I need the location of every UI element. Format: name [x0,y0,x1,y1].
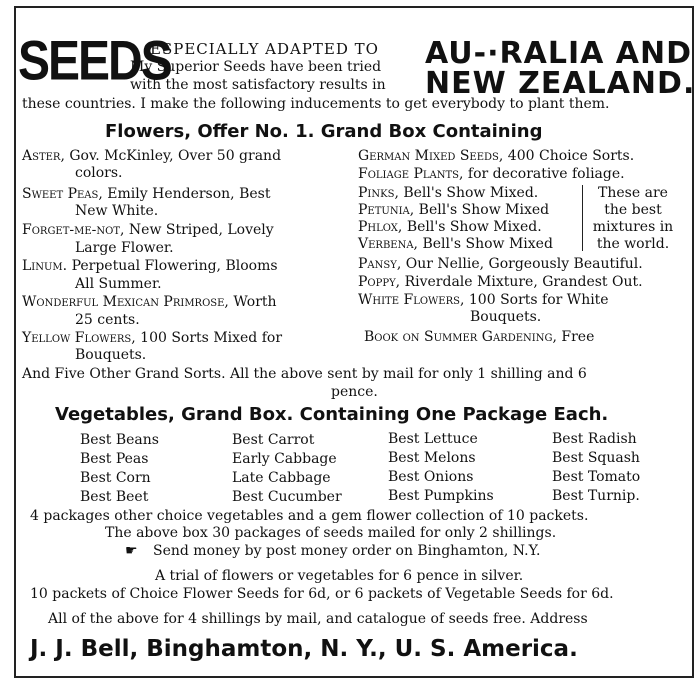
bottom-rule [14,676,694,678]
veg-line-6: All of the above for 4 shillings by mail, and catalogue of seeds free. Address [48,611,588,627]
header-line-3: with the most satisfactory results in [130,77,386,93]
adapted-to-text: ESPECIALLY ADAPTED TO [150,40,379,58]
flower-item-verbena: Verbena, Bell's Show Mixed [358,236,553,252]
veg-line-3: ☛ Send money by post money order on Binghamton, N.Y. [125,543,541,559]
veg-line-1: 4 packages other choice vegetables and a gem flower collection of 10 packets. [30,508,589,524]
flower-item-aster-cont: colors. [75,165,123,181]
veg-line-5: 10 packets of Choice Flower Seeds for 6d, or 6 packets of Vegetable Seeds for 6d. [30,586,614,602]
veg-peas: Best Peas [80,451,149,467]
flower-item-book: Book on Summer Gardening, Free [364,329,595,345]
veg-squash: Best Squash [552,450,640,466]
veg-melons: Best Melons [388,450,476,466]
flower-item-aster: Aster, Gov. McKinley, Over 50 grand [22,148,282,164]
veg-onions: Best Onions [388,469,474,485]
veg-turnip: Best Turnip. [552,488,640,504]
top-rule [14,6,694,8]
group-note-3: mixtures in [592,219,674,235]
flower-item-yellow-flowers-cont: Bouquets. [75,347,147,363]
veg-late-cabbage: Late Cabbage [232,470,331,486]
pointing-hand-icon: ☛ [125,543,138,559]
veg-beet: Best Beet [80,489,149,505]
group-note-4: the world. [596,236,670,252]
group-note-1: These are [598,185,668,201]
veg-tomato: Best Tomato [552,469,641,485]
flower-item-sweet-peas-cont: New White. [75,203,159,219]
flower-item-linum: Linum. Perpetual Flowering, Blooms [22,258,278,274]
veg-corn: Best Corn [80,470,151,486]
flower-item-pinks: Pinks, Bell's Show Mixed. [358,185,539,201]
flower-item-yellow-flowers: Yellow Flowers, 100 Sorts Mixed for [22,330,283,346]
group-bracket [582,185,583,251]
group-note-2: the best [604,202,662,218]
flower-item-mexican-primrose: Wonderful Mexican Primrose, Worth [22,294,277,310]
flower-item-petunia: Petunia, Bell's Show Mixed [358,202,550,218]
flowers-title: Flowers, Offer No. 1. Grand Box Containing [105,121,543,142]
flower-item-foliage-plants: Foliage Plants, for decorative foliage. [358,166,625,182]
header-line-2: My Superior Seeds have been tried [130,59,382,75]
veg-early-cabbage: Early Cabbage [232,451,337,467]
veg-carrot: Best Carrot [232,432,315,448]
flowers-offer-line-2: pence. [331,384,378,400]
veg-line-4: A trial of flowers or vegetables for 6 pence in silver. [155,568,524,584]
veg-lettuce: Best Lettuce [388,431,478,447]
veg-pumpkins: Best Pumpkins [388,488,494,504]
veg-radish: Best Radish [552,431,637,447]
vegetables-title: Vegetables, Grand Box. Containing One Package Each. [55,404,609,425]
veg-beans: Best Beans [80,432,159,448]
flower-item-white-flowers-cont: Bouquets. [470,309,542,325]
country-australia: AU-·RALIA AND [425,36,692,71]
flower-item-sweet-peas: Sweet Peas, Emily Henderson, Best [22,186,271,202]
flower-item-linum-cont: All Summer. [75,276,162,292]
country-new-zealand: NEW ZEALAND. [425,66,696,101]
flower-item-forget-me-not: Forget-me-not, New Striped, Lovely [22,222,274,238]
flower-item-mexican-primrose-cont: 25 cents. [75,312,140,328]
veg-cucumber: Best Cucumber [232,489,342,505]
flower-item-forget-me-not-cont: Large Flower. [75,240,174,256]
flower-item-poppy: Poppy, Riverdale Mixture, Grandest Out. [358,274,643,290]
veg-line-2: The above box 30 packages of seeds mailed for only 2 shillings. [105,525,557,541]
seeds-headline: SEEDS [18,31,171,93]
address-footer: J. J. Bell, Binghamton, N. Y., U. S. America. [30,636,578,662]
flower-item-white-flowers: White Flowers, 100 Sorts for White [358,292,609,308]
header-line-4: these countries. I make the following inducements to get everybody to plant them. [22,96,610,112]
flower-item-pansy: Pansy, Our Nellie, Gorgeously Beautiful. [358,256,643,272]
flower-item-german-mixed: German Mixed Seeds, 400 Choice Sorts. [358,148,635,164]
flowers-offer-line-1: And Five Other Grand Sorts. All the above sent by mail for only 1 shilling and 6 [22,366,587,382]
flower-item-phlox: Phlox, Bell's Show Mixed. [358,219,542,235]
